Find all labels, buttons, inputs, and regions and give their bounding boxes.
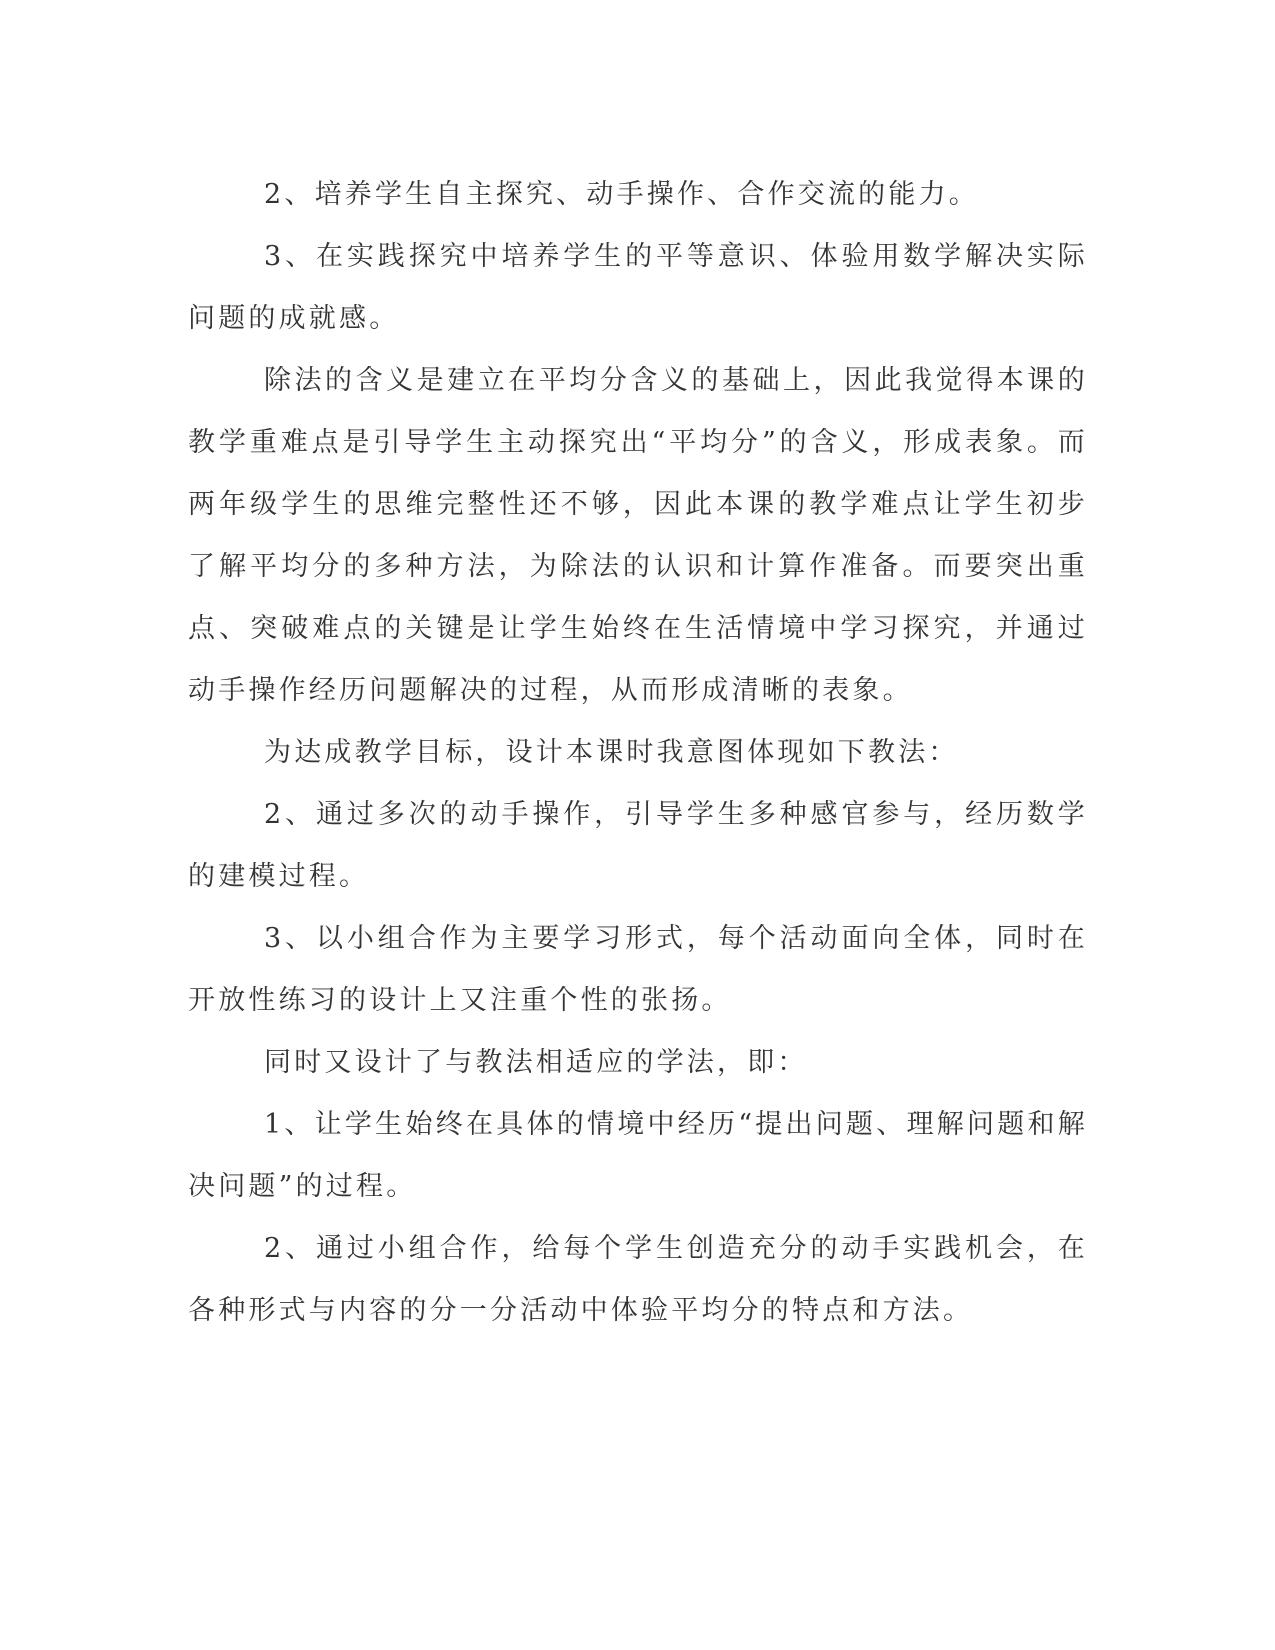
paragraph-learning-practice: 2、通过小组合作，给每个学生创造充分的动手实践机会，在各种形式与内容的分一分活动中体验平均分的特点和方法。 — [188, 1233, 1088, 1326]
paragraph-equality-goal: 3、在实践探究中培养学生的平等意识、体验用数学解决实际问题的成就感。 — [188, 241, 1088, 334]
paragraph-key-difficulties: 除法的含义是建立在平均分含义的基础上，因此我觉得本课的教学重难点是引导学生主动探究出“平均分”的含义，形成表象。而两年级学生的思维完整性还不够，因此本课的教学难点让学生初步了解平均分的多种方法，为除法的认识和计算作准备。而要突出重点、突破难点的关键是让学生始终在生活情境中学习探究，并通过动手操作经历问题解决的过程，从而形成清晰的表象。 — [188, 365, 1088, 706]
document-body — [188, 164, 1088, 1342]
paragraph-ability-goal: 2、培养学生自主探究、动手操作、合作交流的能力。 — [264, 179, 979, 210]
paragraph-learning-methods-intro: 同时又设计了与教法相适应的学法，即： — [264, 1047, 808, 1078]
paragraph-teaching-methods-intro: 为达成教学目标，设计本课时我意图体现如下教法： — [264, 737, 959, 768]
paragraph-method-group-work: 3、以小组合作为主要学习形式，每个活动面向全体，同时在开放性练习的设计上又注重个性的张扬。 — [188, 923, 1088, 1016]
paragraph-learning-situation: 1、让学生始终在具体的情境中经历“提出问题、理解问题和解决问题”的过程。 — [188, 1109, 1088, 1202]
paragraph-method-hands-on: 2、通过多次的动手操作，引导学生多种感官参与，经历数学的建模过程。 — [188, 799, 1088, 892]
